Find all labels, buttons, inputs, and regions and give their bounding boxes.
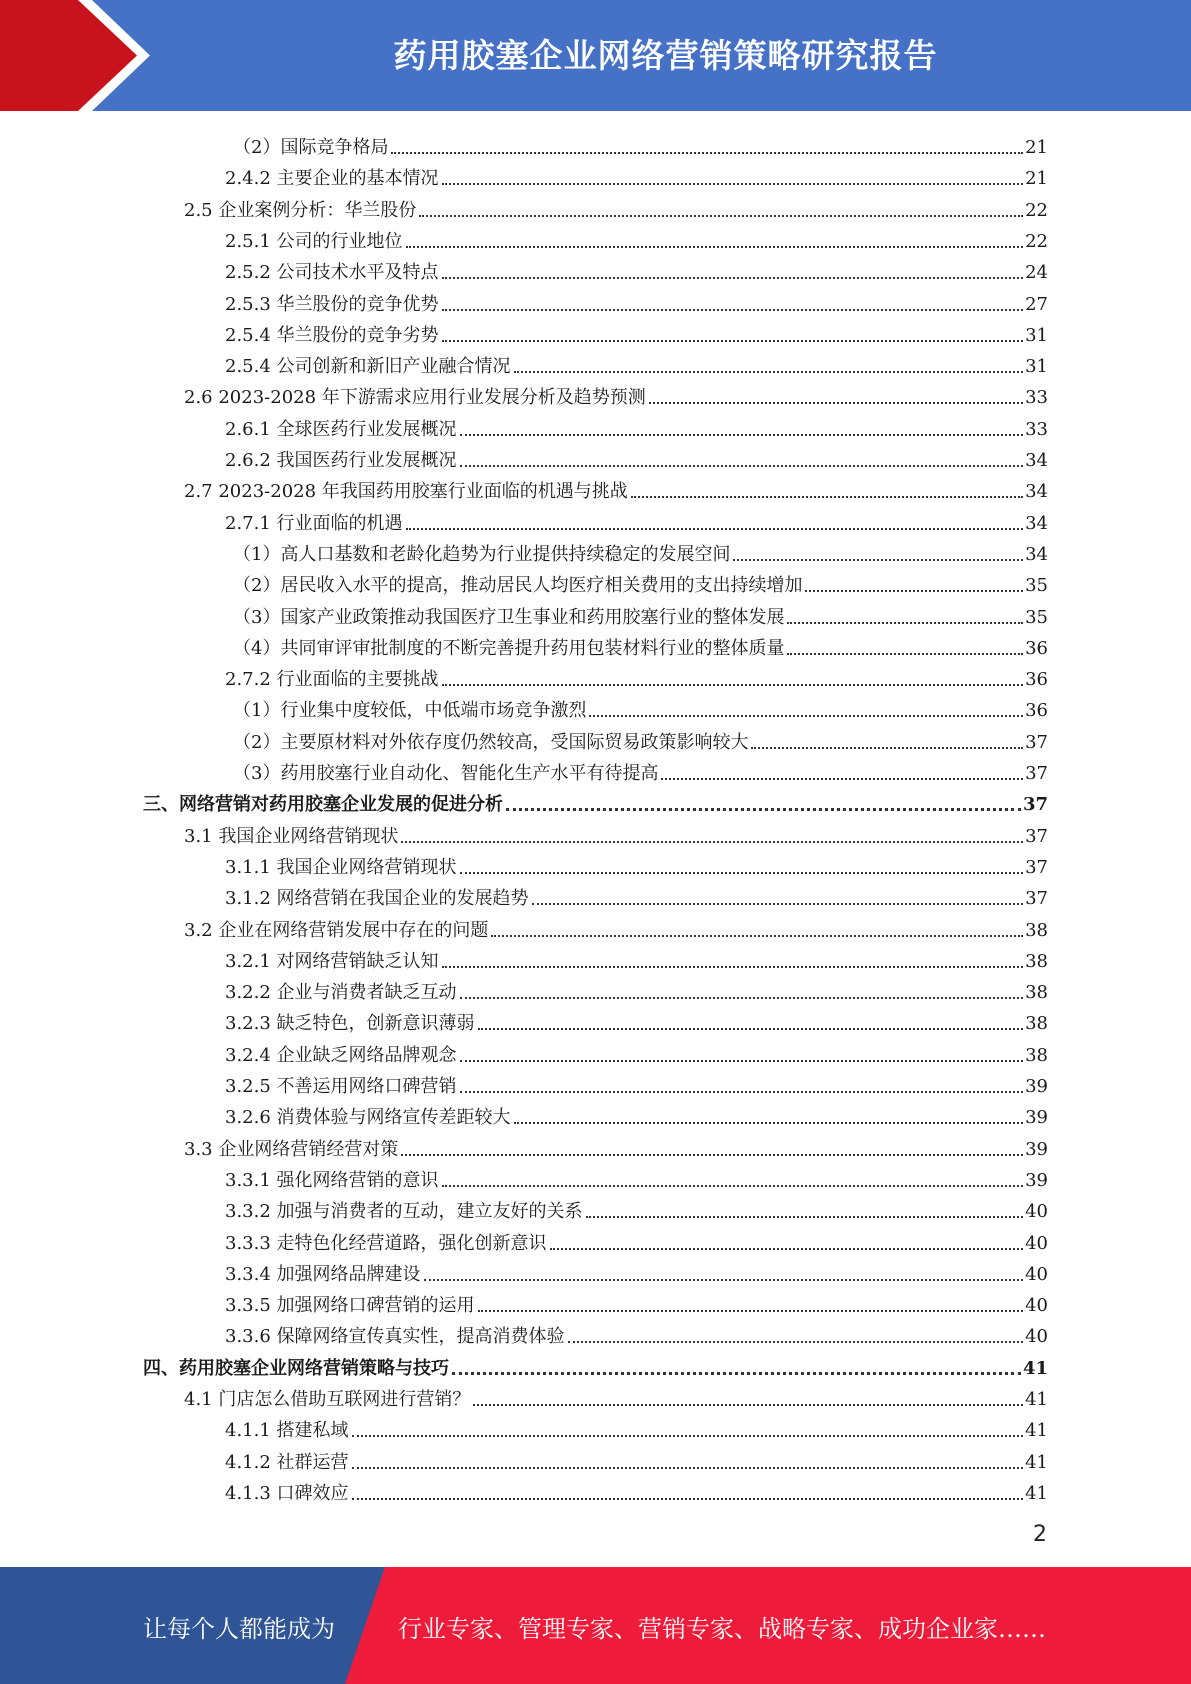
toc-dot-leader	[649, 402, 1023, 404]
toc-entry-title: （2）国际竞争格局	[233, 137, 389, 158]
toc-entry-page: 39	[1025, 1138, 1048, 1160]
toc-entry-page: 21	[1025, 168, 1048, 190]
toc-entry-page: 21	[1025, 137, 1048, 158]
toc-dot-leader	[460, 434, 1024, 436]
toc-dot-leader	[805, 590, 1023, 592]
toc-entry-page: 40	[1025, 1326, 1048, 1348]
toc-entry[interactable]	[143, 785, 1048, 816]
toc-entry[interactable]	[225, 441, 1048, 472]
toc-entry-title: 2.7.2 行业面临的主要挑战	[225, 669, 439, 691]
page-number: 2	[1033, 1522, 1047, 1547]
toc-entry-title: 2.6.1 全球医药行业发展概况	[225, 418, 457, 440]
toc-entry-page: 39	[1025, 1169, 1048, 1191]
footer-roles: 行业专家、管理专家、营销专家、战略专家、成功企业家……	[398, 1615, 1046, 1643]
toc-dot-leader	[401, 1154, 1023, 1156]
toc-entry-page: 36	[1025, 700, 1048, 722]
toc-entry[interactable]	[184, 1380, 1048, 1411]
toc-entry[interactable]	[184, 472, 1048, 503]
toc-entry-page: 34	[1025, 450, 1048, 471]
toc-entry-title: 3.3.2 加强与消费者的互动，建立友好的关系	[225, 1201, 583, 1223]
toc-entry-title: 2.5.4 公司创新和新旧产业融合情况	[225, 356, 511, 378]
toc-entry[interactable]	[225, 1192, 1048, 1223]
toc-entry-page: 40	[1025, 1295, 1048, 1317]
toc-dot-leader	[733, 559, 1023, 561]
toc-entry[interactable]	[184, 911, 1048, 942]
toc-entry[interactable]	[225, 1411, 1048, 1442]
toc-entry[interactable]	[225, 504, 1048, 535]
toc-dot-leader	[550, 1248, 1024, 1250]
toc-entry-title: 3.2.6 消费体验与网络宣传差距较大	[225, 1107, 511, 1129]
toc-entry[interactable]	[225, 1161, 1048, 1192]
toc-entry[interactable]	[225, 1098, 1048, 1129]
toc-entry-title: 4.1.2 社群运营	[225, 1451, 349, 1473]
toc-entry-title: 2.5.2 公司技术水平及特点	[225, 262, 439, 284]
toc-entry[interactable]	[233, 128, 1048, 159]
toc-entry-page: 38	[1025, 950, 1048, 972]
toc-entry[interactable]	[225, 410, 1048, 441]
toc-dot-leader	[514, 371, 1024, 373]
toc-dot-leader	[532, 903, 1024, 905]
toc-entry-title: 2.4.2 主要企业的基本情况	[225, 168, 439, 190]
toc-entry-title: 2.5.1 公司的行业地位	[225, 230, 403, 252]
toc-entry[interactable]	[225, 879, 1048, 910]
toc-dot-leader	[751, 747, 1023, 749]
toc-entry-title: 2.7 2023-2028 年我国药用胶塞行业面临的机遇与挑战	[184, 481, 628, 503]
toc-entry-page: 39	[1025, 1076, 1048, 1097]
toc-entry[interactable]	[184, 1130, 1048, 1161]
toc-dot-leader	[352, 1467, 1024, 1469]
toc-entry-title: （3）国家产业政策推动我国医疗卫生事业和药用胶塞行业的整体发展	[233, 606, 785, 628]
toc-entry-page: 24	[1025, 262, 1048, 284]
toc-entry-page: 31	[1025, 356, 1048, 378]
toc-entry-page: 40	[1025, 1263, 1048, 1285]
toc-entry-title: 2.5.4 华兰股份的竞争劣势	[225, 324, 439, 346]
toc-dot-leader	[787, 622, 1023, 624]
toc-dot-leader	[460, 997, 1024, 999]
toc-entry[interactable]	[225, 942, 1048, 973]
toc-entry-page: 22	[1025, 199, 1048, 221]
toc-dot-leader	[442, 684, 1024, 686]
toc-entry-page: 38	[1025, 1013, 1048, 1035]
toc-entry[interactable]	[225, 1067, 1048, 1098]
toc-dot-leader	[442, 1185, 1024, 1187]
toc-entry-page: 37	[1025, 825, 1048, 847]
toc-entry-page: 38	[1025, 982, 1048, 1004]
toc-dot-leader	[352, 1435, 1024, 1437]
toc-entry-page: 27	[1025, 293, 1048, 315]
toc-entry-title: 3.1.2 网络营销在我国企业的发展趋势	[225, 888, 529, 910]
toc-entry[interactable]	[225, 1004, 1048, 1035]
toc-entry-page: 36	[1025, 669, 1048, 691]
toc-entry-page: 34	[1025, 543, 1048, 565]
toc-entry-page: 38	[1025, 1044, 1048, 1066]
toc-dot-leader	[460, 465, 1024, 467]
toc-dot-leader	[473, 1404, 1023, 1406]
toc-entry-title: 3.2.4 企业缺乏网络品牌观念	[225, 1044, 457, 1066]
toc-entry-title: 2.6.2 我国医药行业发展概况	[225, 450, 457, 471]
toc-entry-title: 2.5 企业案例分析：华兰股份	[184, 199, 417, 221]
toc-entry-page: 41	[1025, 1482, 1048, 1504]
toc-dot-leader	[568, 1341, 1024, 1343]
toc-dot-leader	[442, 277, 1024, 279]
toc-entry[interactable]	[225, 848, 1048, 879]
toc-entry-title: （1）高人口基数和老龄化趋势为行业提供持续稳定的发展空间	[233, 543, 731, 565]
toc-entry[interactable]	[225, 1036, 1048, 1067]
toc-entry-title: 2.6 2023-2028 年下游需求应用行业发展分析及趋势预测	[184, 387, 646, 409]
toc-entry-page: 37	[1022, 794, 1048, 816]
toc-entry-title: 2.5.3 华兰股份的竞争优势	[225, 293, 439, 315]
toc-entry[interactable]	[225, 1443, 1048, 1474]
toc-entry-page: 40	[1025, 1232, 1048, 1254]
toc-entry-page: 37	[1025, 763, 1048, 784]
toc-entry-page: 40	[1025, 1201, 1048, 1223]
toc-entry[interactable]	[233, 723, 1048, 754]
toc-entry[interactable]	[225, 285, 1048, 316]
toc-entry[interactable]	[184, 191, 1048, 222]
toc-entry-title: 3.3.6 保障网络宣传真实性，提高消费体验	[225, 1326, 565, 1348]
toc-dot-leader	[460, 872, 1024, 874]
toc-entry-title: 3.2.1 对网络营销缺乏认知	[225, 950, 439, 972]
toc-entry[interactable]	[225, 1255, 1048, 1286]
toc-entry[interactable]	[225, 1224, 1048, 1255]
footer-banner	[0, 1567, 1191, 1684]
toc-entry[interactable]	[225, 1474, 1048, 1505]
toc-dot-leader	[631, 496, 1023, 498]
toc-entry-title: 4.1.3 口碑效应	[225, 1482, 349, 1504]
toc-entry-page: 37	[1025, 856, 1048, 878]
toc-entry-title: 3.2.5 不善运用网络口碑营销	[225, 1076, 457, 1097]
toc-entry-title: （3）药用胶塞行业自动化、智能化生产水平有待提高	[233, 763, 659, 784]
report-title: 药用胶塞企业网络营销策略研究报告	[393, 36, 938, 75]
toc-entry-page: 35	[1025, 606, 1048, 628]
toc-entry[interactable]	[225, 159, 1048, 190]
toc-entry-title: 3.3.1 强化网络营销的意识	[225, 1169, 439, 1191]
toc-dot-leader	[442, 309, 1024, 311]
toc-dot-leader	[401, 841, 1023, 843]
toc-entry[interactable]	[225, 1286, 1048, 1317]
footer-slogan: 让每个人都能成为	[143, 1615, 335, 1643]
toc-dot-leader	[442, 340, 1024, 342]
toc-entry-title: 3.3.3 走特色化经营道路，强化创新意识	[225, 1232, 547, 1254]
toc-dot-leader	[406, 528, 1024, 530]
toc-entry[interactable]	[225, 973, 1048, 1004]
header-banner	[0, 0, 1191, 111]
toc-entry[interactable]	[184, 817, 1048, 848]
toc-entry-page: 38	[1025, 919, 1048, 941]
toc-entry[interactable]	[233, 691, 1048, 722]
toc-entry-page: 41	[1025, 1420, 1048, 1442]
toc-entry-title: 3.3 企业网络营销经营对策	[184, 1138, 399, 1160]
toc-entry[interactable]	[233, 535, 1048, 566]
toc-entry-title: 3.3.4 加强网络品牌建设	[225, 1263, 421, 1285]
toc-dot-leader	[589, 715, 1023, 717]
toc-entry-title: 4.1 门店怎么借助互联网进行营销？	[184, 1389, 471, 1410]
toc-dot-leader	[514, 1122, 1024, 1124]
toc-entry-title: （2）居民收入水平的提高，推动居民人均医疗相关费用的支出持续增加	[233, 575, 803, 597]
toc-dot-leader	[506, 808, 1021, 811]
toc-dot-leader	[452, 1372, 1021, 1375]
toc-dot-leader	[478, 1310, 1024, 1312]
toc-dot-leader	[661, 778, 1023, 780]
toc-entry[interactable]	[233, 566, 1048, 597]
toc-entry-page: 33	[1025, 387, 1048, 409]
toc-entry-page: 37	[1025, 731, 1048, 753]
toc-dot-leader	[442, 966, 1024, 968]
toc-dot-leader	[787, 653, 1023, 655]
toc-entry-title: 4.1.1 搭建私域	[225, 1420, 349, 1442]
toc-dot-leader	[419, 215, 1023, 217]
toc-entry-page: 31	[1025, 324, 1048, 346]
toc-entry-title: 3.1 我国企业网络营销现状	[184, 825, 399, 847]
toc-dot-leader	[352, 1498, 1024, 1500]
toc-dot-leader	[586, 1216, 1024, 1218]
toc-dot-leader	[460, 1060, 1024, 1062]
toc-entry-page: 39	[1025, 1107, 1048, 1129]
toc-entry[interactable]	[225, 253, 1048, 284]
toc-dot-leader	[478, 1028, 1024, 1030]
toc-entry-title: 3.2.3 缺乏特色，创新意识薄弱	[225, 1013, 475, 1035]
toc-entry-page: 41	[1025, 1389, 1048, 1410]
toc-entry-page: 37	[1025, 888, 1048, 910]
toc-entry-title: （4）共同审评审批制度的不断完善提升药用包装材料行业的整体质量	[233, 637, 785, 659]
toc-entry-page: 41	[1022, 1357, 1048, 1379]
toc-entry[interactable]	[225, 1317, 1048, 1348]
toc-entry[interactable]	[225, 347, 1048, 378]
toc-entry[interactable]	[233, 598, 1048, 629]
toc-dot-leader	[406, 246, 1024, 248]
toc-entry-page: 34	[1025, 481, 1048, 503]
toc-dot-leader	[391, 152, 1023, 154]
toc-entry-page: 35	[1025, 575, 1048, 597]
toc-dot-leader	[460, 1091, 1024, 1093]
toc-entry-title: （2）主要原材料对外依存度仍然较高，受国际贸易政策影响较大	[233, 731, 749, 753]
toc-entry-title: 3.2.2 企业与消费者缺乏互动	[225, 982, 457, 1004]
toc-dot-leader	[491, 935, 1023, 937]
toc-entry-title: 3.1.1 我国企业网络营销现状	[225, 856, 457, 878]
toc-entry[interactable]	[233, 754, 1048, 785]
toc-entry-title: 3.3.5 加强网络口碑营销的运用	[225, 1295, 475, 1317]
toc-entry-page: 36	[1025, 637, 1048, 659]
toc-entry[interactable]	[225, 222, 1048, 253]
toc-entry-title: 三、网络营销对药用胶塞企业发展的促进分析	[143, 794, 503, 816]
toc-entry[interactable]	[225, 660, 1048, 691]
toc-entry-title: 3.2 企业在网络营销发展中存在的问题	[184, 919, 489, 941]
toc-entry[interactable]	[233, 629, 1048, 660]
toc-entry[interactable]	[184, 378, 1048, 409]
toc-entry-title: 2.7.1 行业面临的机遇	[225, 512, 403, 534]
toc-entry-title: （1）行业集中度较低，中低端市场竞争激烈	[233, 700, 587, 722]
toc-entry[interactable]	[143, 1349, 1048, 1380]
toc-entry-page: 34	[1025, 512, 1048, 534]
chevron-arrow-icon	[0, 0, 140, 111]
toc-entry-page: 22	[1025, 230, 1048, 252]
toc-entry[interactable]	[225, 316, 1048, 347]
toc-dot-leader	[424, 1279, 1024, 1281]
toc-dot-leader	[442, 183, 1024, 185]
toc-entry-title: 四、药用胶塞企业网络营销策略与技巧	[143, 1357, 449, 1379]
toc-entry-page: 41	[1025, 1451, 1048, 1473]
toc-entry-page: 33	[1025, 418, 1048, 440]
